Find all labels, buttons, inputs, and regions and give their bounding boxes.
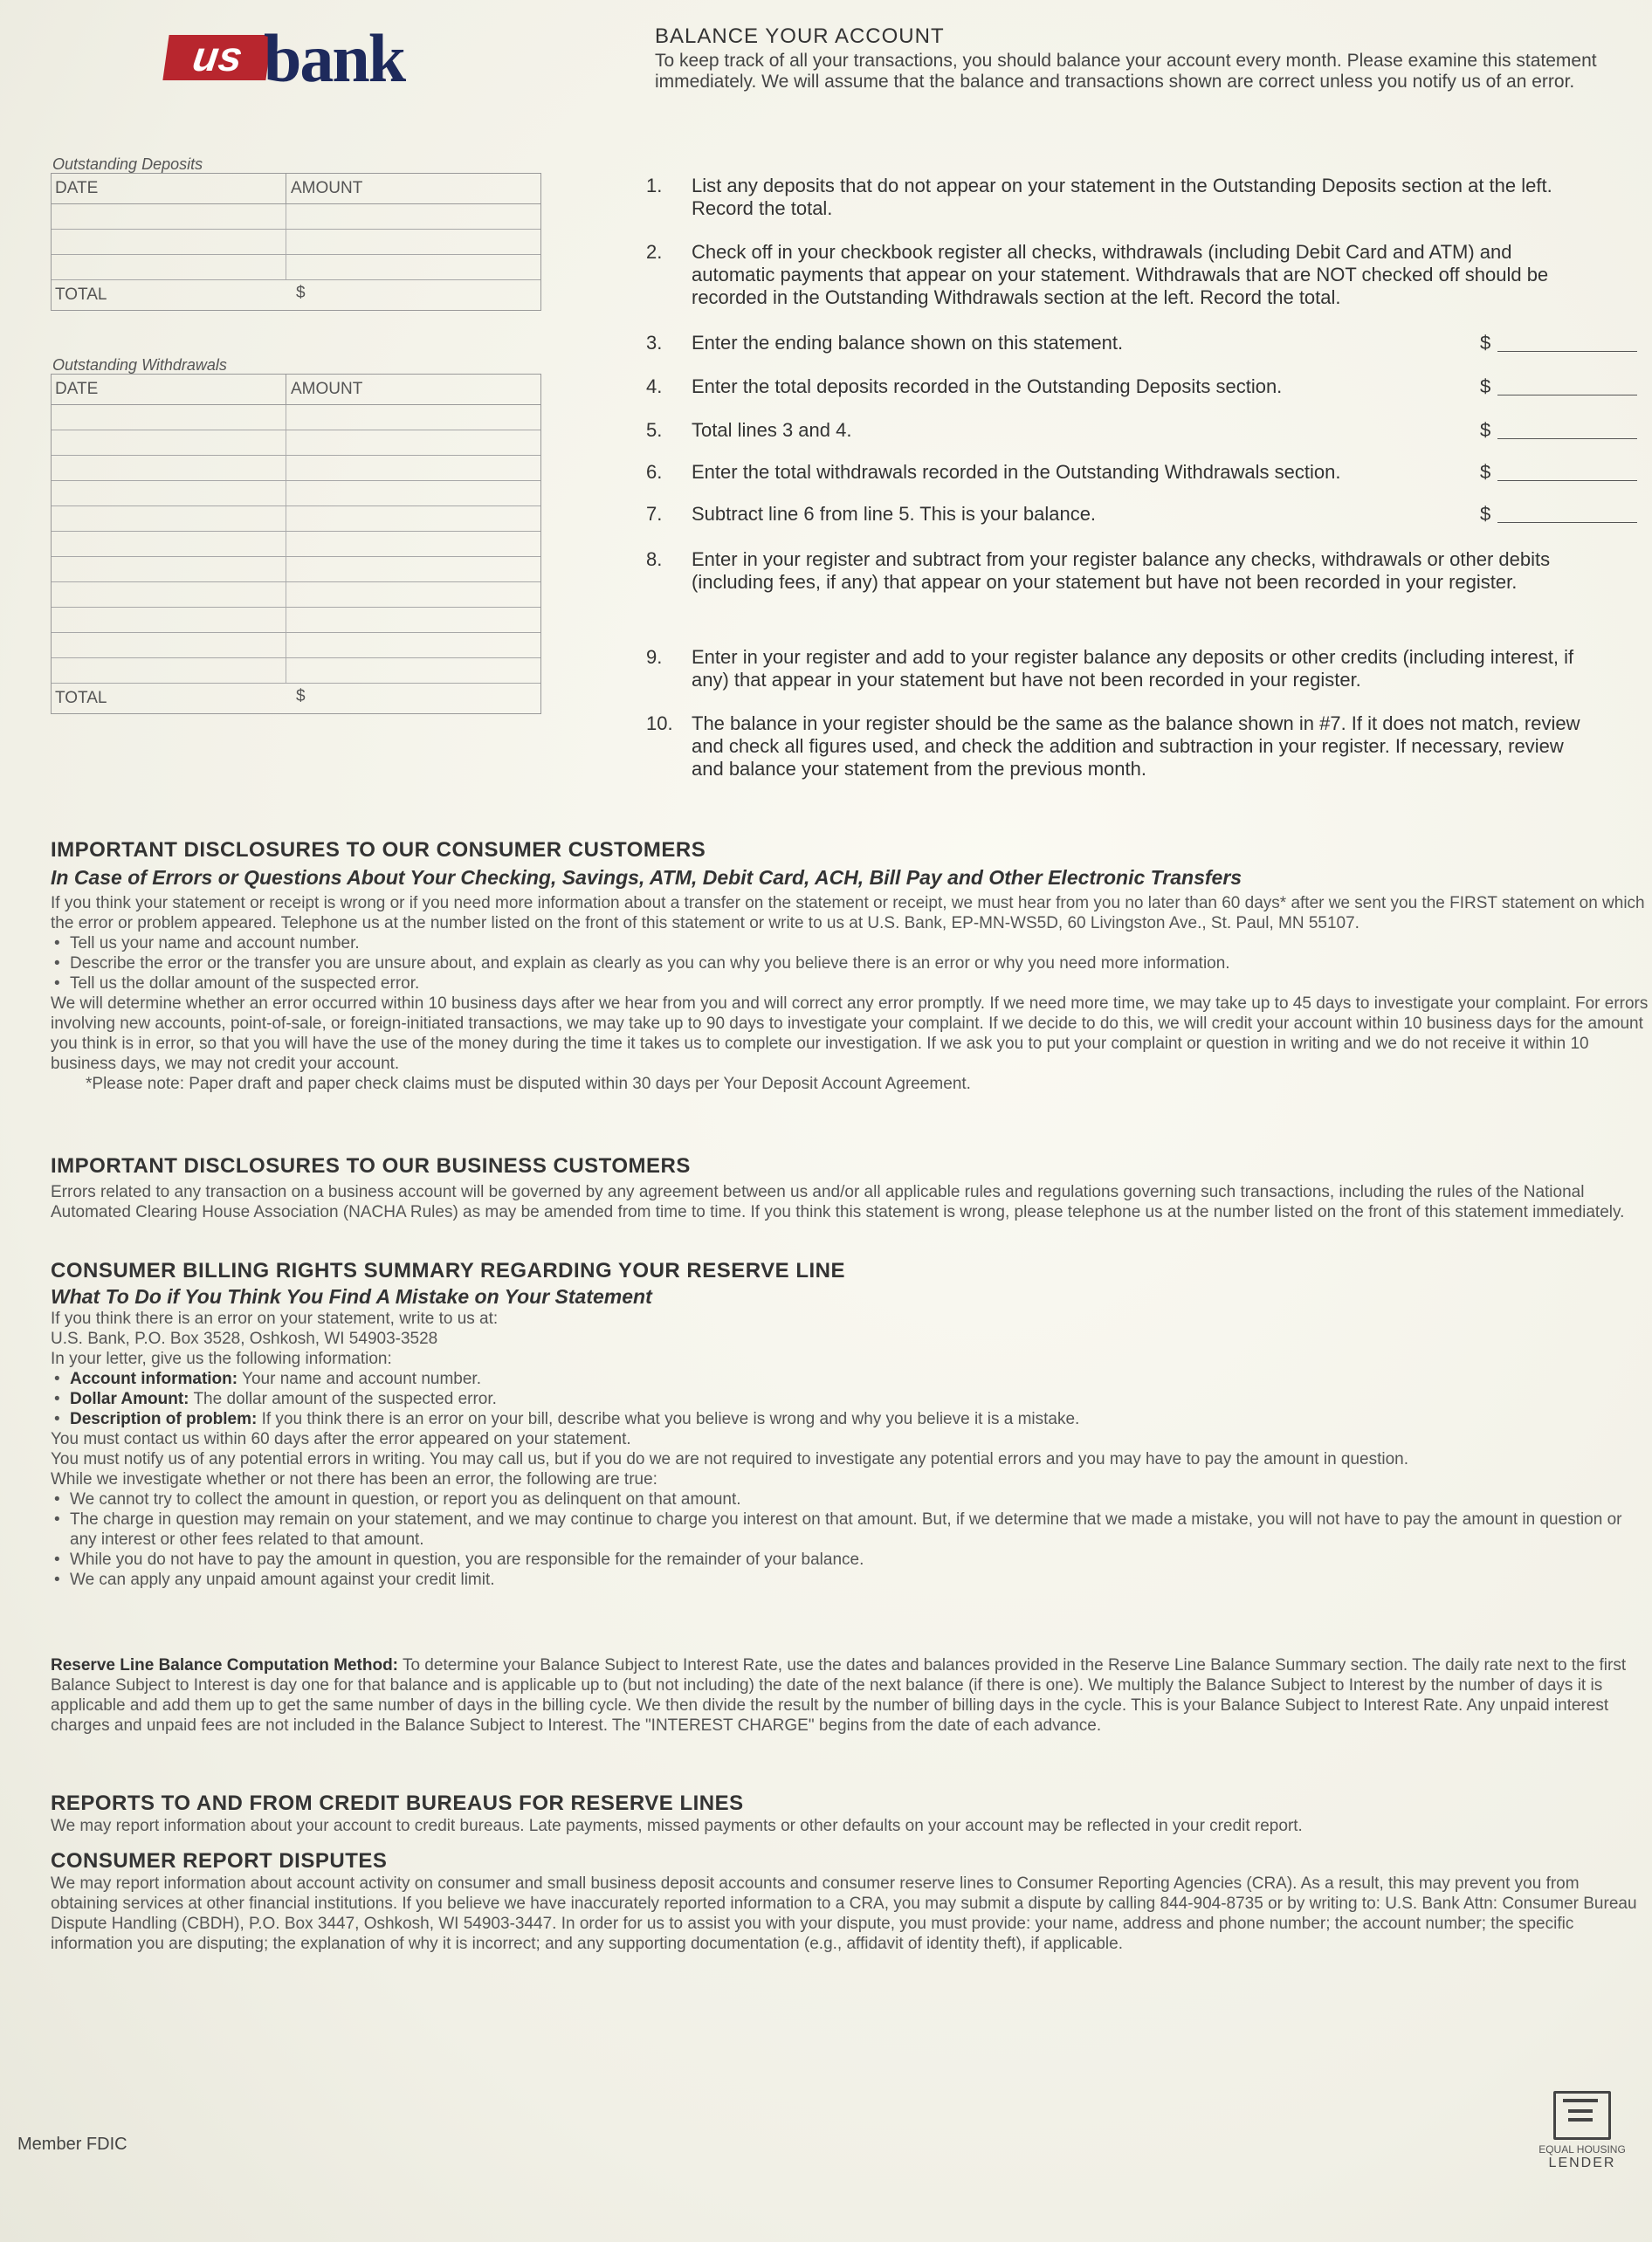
withdrawals-row[interactable] <box>52 557 540 582</box>
withdrawals-row[interactable] <box>52 456 540 481</box>
step-text: The balance in your register should be the same as the balance shown in #7. If it does not match, review and check all figures used, and check the addition and subtraction in your register. If necessary, review and balance your statement from the previous month. <box>692 712 1580 780</box>
step-number: 5. <box>646 419 663 441</box>
billing-info-bullet: • Account information: Your name and account number. <box>51 1369 1649 1389</box>
credit-bureaus <box>51 1792 1649 1836</box>
bureaus-heading: REPORTS TO AND FROM CREDIT BUREAUS FOR RESERVE LINES <box>51 1792 744 1815</box>
withdrawals-row[interactable] <box>52 430 540 456</box>
withdrawals-col-date: DATE <box>55 380 99 398</box>
consumer-para2: We will determine whether an error occurred within 10 business days after we hear from you and will correct any error promptly. If we need more time, we may take up to 45 days to investigate your complaint. For errors involving new accounts, point-of-sale, or foreign-initiated transactions, we may take up to 90 days to investigate your complaint. If we decide to do this, we will credit your account within 10 business days for the amount you think is in error, so that you will have the use of the money during the time it takes us to complete our investigation. If we ask you to put your complaint or question in writing and we do not receive it within 10 business days, we may not credit your account. <box>51 994 1649 1073</box>
billing-while-bullet: • We cannot try to collect the amount in question, or report you as delinquent on that amount. <box>51 1489 1649 1510</box>
withdrawals-total-row[interactable] <box>52 684 540 713</box>
billing-info-bullet: • Dollar Amount: The dollar amount of the suspected error. <box>51 1389 1649 1409</box>
ehl-top-text: EQUAL HOUSING <box>1538 2143 1626 2156</box>
business-heading: IMPORTANT DISCLOSURES TO OUR BUSINESS CUSTOMERS <box>51 1154 691 1178</box>
consumer-report-disputes <box>51 1849 1649 1954</box>
consumer-note: *Please note: Paper draft and paper check claims must be disputed within 30 days per Your Deposit Account Agreement. <box>86 1075 971 1093</box>
balance-intro: To keep track of all your transactions, you should balance your account every month. Please examine this statement immediately. We will assume that the balance and transactions shown are correct unless you notify us of an error. <box>655 51 1597 92</box>
billing-rights <box>51 1259 1649 1590</box>
logo-bank-text: bank <box>264 20 405 96</box>
usbank-logo <box>166 16 463 96</box>
withdrawals-title: Outstanding Withdrawals <box>52 356 227 374</box>
withdrawals-row[interactable] <box>52 608 540 633</box>
step-number: 7. <box>646 503 663 525</box>
billing-heading: CONSUMER BILLING RIGHTS SUMMARY REGARDING YOUR RESERVE LINE <box>51 1259 846 1283</box>
billing-para1: You must contact us within 60 days after the error appeared on your statement. <box>51 1430 631 1448</box>
deposits-row[interactable] <box>52 204 540 230</box>
deposits-total-symbol: $ <box>296 284 306 302</box>
consumer-bullet: • Tell us your name and account number. <box>51 933 1649 953</box>
step-number: 9. <box>646 646 663 668</box>
business-para: Errors related to any transaction on a business account will be governed by any agreement between us and/or all applicable rules and regulations governing such transactions, including the rules of the National Automated Clearing House Association (NACHA Rules) as may be amended from time to time. If you think this statement is wrong, please telephone us at the number listed on the front of this statement immediately. <box>51 1183 1625 1221</box>
deposits-total-label: TOTAL <box>55 285 107 304</box>
withdrawals-row[interactable] <box>52 633 540 658</box>
deposits-title: Outstanding Deposits <box>52 155 203 173</box>
consumer-bullet: • Describe the error or the transfer you are unsure about, and explain as clearly as you can why you believe there is an error or why you need more information. <box>51 953 1649 973</box>
withdrawals-row[interactable] <box>52 405 540 430</box>
deposits-total-row[interactable] <box>52 280 540 310</box>
member-fdic: Member FDIC <box>17 2135 127 2154</box>
reserve-computation <box>51 1655 1649 1736</box>
deposits-row[interactable] <box>52 230 540 255</box>
withdrawals-row[interactable] <box>52 481 540 506</box>
withdrawals-row[interactable] <box>52 582 540 608</box>
consumer-subheading: In Case of Errors or Questions About Your Checking, Savings, ATM, Debit Card, ACH, Bill Pay and Other Electronic Transfers <box>51 866 1242 889</box>
billing-subheading: What To Do if You Think You Find A Mistake on Your Statement <box>51 1285 652 1308</box>
withdrawals-row[interactable] <box>52 532 540 557</box>
billing-info-bullet: • Description of problem: If you think there is an error on your bill, describe what you believe is wrong and why you believe it is a mistake. <box>51 1409 1649 1429</box>
step-text: List any deposits that do not appear on your statement in the Outstanding Deposits section at the left. Record the total. <box>692 175 1552 219</box>
logo-us-shield: us <box>162 35 272 80</box>
step-number: 10. <box>646 712 673 734</box>
withdrawals-header <box>52 375 540 405</box>
step-number: 6. <box>646 461 663 483</box>
deposits-row[interactable] <box>52 255 540 280</box>
billing-address: U.S. Bank, P.O. Box 3528, Oshkosh, WI 54903-3528 <box>51 1330 438 1348</box>
ehl-bottom-text: LENDER <box>1548 2156 1616 2170</box>
step-text: Enter the ending balance shown on this statement. <box>692 332 1124 354</box>
withdrawals-row[interactable] <box>52 658 540 684</box>
withdrawals-col-amount: AMOUNT <box>291 380 363 398</box>
deposits-col-amount: AMOUNT <box>291 179 363 197</box>
consumer-bullet: • Tell us the dollar amount of the suspected error. <box>51 973 1649 994</box>
step-number: 1. <box>646 175 663 196</box>
disputes-text: We may report information about account activity on consumer and small business deposit accounts and consumer reserve lines to Consumer Reporting Agencies (CRA). As a result, this may prevent you from obtaining services at other financial institutions. If you believe we have inaccurately reported information to a CRA, you may submit a dispute by calling 844-904-8735 or by writing to: U.S. Bank Attn: Consumer Bureau Dispute Handling (CBDH), P.O. Box 3447, Oshkosh, WI 54903-3447. In order for us to assist you with your dispute, you must provide: your name, address and phone number; the account number; the specific information you are disputing; the explanation of why it is incorrect; and any supporting documentation (e.g., affidavit of identity theft), if applicable. <box>51 1874 1637 1953</box>
step-number: 8. <box>646 548 663 570</box>
billing-line3: In your letter, give us the following information: <box>51 1350 392 1368</box>
statement-back-page: us bank Outstanding Deposits DATE AMOUNT TOTAL $ Outstanding Withdrawals DATE AMOUNT TOTAL $ BALANCE YOUR ACCOUNT To keep track of all your transactions, you should balance your account every month. Please examine this statement immediately. We will assume that the balance and transactions shown are correct unless you notify us of an error. 1. List any deposits that do not appear on your statement in the Outstanding Deposits section at the left. Record the total. 2. Check off in your checkbook register all checks, withdrawals (including Debit Card and ATM) and automatic payments that appear on your statement. Withdrawals that are NOT checked off should be recorded in the Outstanding Withdrawals section at the left. Record the total. 3. Enter the ending balance shown on this statement. $ 4. Enter the total deposits recorded in the Outstanding Deposits section. $ 5. Total lines 3 and 4. $ 6. Enter the total withdrawals recorded in the Outstanding Withdrawals section. $ 7. Subtract line 6 from line 5. This is your balance. $ 8. Enter in your register and subtract from your register balance any checks, withdrawals or other debits (including fees, if any) that appear on your statement but have not been recorded in your register. 9. Enter in your register and add to your register balance any deposits or other credits (including interest, if any) that appear in your statement but have not been recorded in your register. 10. The balance in your register should be the same as the balance shown in #7. If it does not match, review and check all figures used, and check the addition and subtraction in your register. If necessary, review and balance your statement from the previous month. IMPORTANT DISCLOSURES TO OUR CONSUMER CUSTOMERS In Case of Errors or Questions About Your Checking, Savings, ATM, Debit Card, ACH, Bill Pay and Other Electronic Transfers If you think your statement or receipt is wrong or if you need more information about a transfer on the statement or receipt, we must hear from you no later than 60 days* after we sent you the FIRST statement on which the error or problem appeared. Telephone us at the number listed on the front of this statement or write to us at U.S. Bank, EP-MN-WS5D, 60 Livingston Ave., St. Paul, MN 55107. • Tell us your name and account number. • Describe the error or the transfer you are unsure about, and explain as clearly as you can why you believe there is an error or why you need more information. • Tell us the dollar amount of the suspected error. We will determine whether an error occurred within 10 business days after we hear from you and will correct any error promptly. If we need more time, we may take up to 45 days to investigate your complaint. For errors involving new accounts, point-of-sale, or foreign-initiated transactions, we may take up to 90 days to investigate your complaint. If we decide to do this, we will credit your account within 10 business days for the amount you think is in error, so that you will have the use of the money during the time it takes us to complete our investigation. If we ask you to put your complaint or question in writing and we do not receive it within 10 business days, we may not credit your account. *Please note: Paper draft and paper check claims must be disputed within 30 days per Your Deposit Account Agreement. IMPORTANT DISCLOSURES TO OUR BUSINESS CUSTOMERS Errors related to any transaction on a business account will be governed by any agreement between us and/or all applicable rules and regulations governing such transactions, including the rules of the National Automated Clearing House Association (NACHA Rules) as may be amended from time to time. If you think this statement is wrong, please telephone us at the number listed on the front of this statement immediately. CONSUMER BILLING RIGHTS SUMMARY REGARDING YOUR RESERVE LINE What To Do if You Think You Find A Mistake on Your Statement If you think there is an error on your statement, write to us at: U.S. Bank, P.O. Box 3528, Oshkosh, WI 54903-3528 In your letter, give us the following information: • Account information: Your name and account number. • Dollar Amount: The dollar amount of the suspected error. • Description of problem: If you think there is an error on your bill, describe what you believe is wrong and why you believe it is a mistake. You must contact us within 60 days after the error appeared on your statement. You must notify us of any potential errors in writing. You may call us, but if you do we are not required to investigate any potential errors and you may have to pay the amount in question. While we investigate whether or not there has been an error, the following are true: • We cannot try to collect the amount in question, or report you as delinquent on that amount. • The charge in question may remain on your statement, and we may continue to charge you interest on that amount. But, if we determine that we made a mistake, you will not have to pay the amount in question or any interest or other fees related to that amount. • While you do not have to pay the amount in question, you are responsible for the remainder of your balance. • We can apply any unpaid amount against your credit limit. Reserve Line Balance Computation Method: To determine your Balance Subject to Interest Rate, use the dates and balances provided in the Reserve Line Balance Summary section. The daily rate next to the first Balance Subject to Interest is day one for that balance and is applicable up to (but not including) the date of the next balance (if there is one). We multiply the Balance Subject to Interest by the number of days it is applicable and add them up to get the same number of days in the billing cycle. We then divide the result by the number of billing days in the cycle. This is your Balance Subject to Interest Rate. Any unpaid interest charges and unpaid fees are not included in the Balance Subject to Interest. The "INTEREST CHARGE" begins from the date of each advance. REPORTS TO AND FROM CREDIT BUREAUS FOR RESERVE LINES We may report information about your account to credit bureaus. Late payments, missed payments or other defaults on your account may be reflected in your credit report. CONSUMER REPORT DISPUTES We may report information about account activity on consumer and small business deposit accounts and consumer reserve lines to Consumer Reporting Agencies (CRA). As a result, this may prevent you from obtaining services at other financial institutions. If you believe we have inaccurately reported information to a CRA, you may submit a dispute by calling 844-904-8735 or by writing to: U.S. Bank Attn: Consumer Bureau Dispute Handling (CBDH), P.O. Box 3447, Oshkosh, WI 54903-3447. In order for us to assist you with your dispute, you must provide: your name, address and phone number; the account number; the specific information you are disputing; the explanation of why it is incorrect; and any supporting documentation (e.g., affidavit of identity theft), if applicable. Member FDIC EQUAL HOUSING LENDER <box>0 0 1652 2242</box>
billing-para2: You must notify us of any potential errors in writing. You may call us, but if you do we are not required to investigate any potential errors and you may have to pay the amount in question. <box>51 1450 1409 1468</box>
deposits-header <box>52 174 540 204</box>
deposits-table <box>51 173 541 311</box>
consumer-para1: If you think your statement or receipt is wrong or if you need more information about a transfer on the statement or receipt, we must hear from you no later than 60 days* after we sent you the FIRST statement on which the error or problem appeared. Telephone us at the number listed on the front of this statement or write to us at U.S. Bank, EP-MN-WS5D, 60 Livingston Ave., St. Paul, MN 55107. <box>51 894 1645 932</box>
consumer-disclosures <box>51 838 1649 1094</box>
withdrawals-table <box>51 374 541 714</box>
equal-housing-lender-icon <box>1538 2091 1626 2178</box>
consumer-heading: IMPORTANT DISCLOSURES TO OUR CONSUMER CUSTOMERS <box>51 838 706 862</box>
billing-while-bullet: • We can apply any unpaid amount against your credit limit. <box>51 1570 1649 1590</box>
billing-while-bullet: • While you do not have to pay the amount in question, you are responsible for the remainder of your balance. <box>51 1550 1649 1570</box>
step-text: Total lines 3 and 4. <box>692 419 852 441</box>
step-number: 3. <box>646 332 663 354</box>
billing-while-bullet: • The charge in question may remain on your statement, and we may continue to charge you interest on that amount. But, if we determine that we made a mistake, you will not have to pay the amount in question or any interest or other fees related to that amount. <box>51 1510 1649 1550</box>
disputes-heading: CONSUMER REPORT DISPUTES <box>51 1849 388 1873</box>
step-number: 2. <box>646 241 663 263</box>
step-text: Enter in your register and add to your register balance any deposits or other credits (including interest, if any) that appear in your statement but have not been recorded in your register. <box>692 646 1574 691</box>
withdrawals-total-label: TOTAL <box>55 689 107 707</box>
step-text: Check off in your checkbook register all checks, withdrawals (including Debit Card and ATM) and automatic payments that appear on your statement. Withdrawals that are NOT checked off should be recorded in the Outstanding Withdrawals section at the left. Record the total. <box>692 241 1549 308</box>
bureaus-text: We may report information about your account to credit bureaus. Late payments, missed payments or other defaults on your account may be reflected in your credit report. <box>51 1817 1303 1835</box>
reserve-label: Reserve Line Balance Computation Method: <box>51 1656 399 1675</box>
withdrawals-row[interactable] <box>52 506 540 532</box>
step-text: Subtract line 6 from line 5. This is your balance. <box>692 503 1097 525</box>
balance-title: BALANCE YOUR ACCOUNT <box>655 24 945 48</box>
step-number: 4. <box>646 375 663 397</box>
billing-line1: If you think there is an error on your statement, write to us at: <box>51 1310 499 1328</box>
step-text: Enter the total withdrawals recorded in the Outstanding Withdrawals section. <box>692 461 1341 483</box>
step-text: Enter the total deposits recorded in the Outstanding Deposits section. <box>692 375 1283 397</box>
deposits-col-date: DATE <box>55 179 99 197</box>
step-text: Enter in your register and subtract from your register balance any checks, withdrawals or other debits (including fees, if any) that appear on your statement but have not been recorded in your register. <box>692 548 1551 593</box>
business-disclosures <box>51 1154 1649 1222</box>
billing-para3: While we investigate whether or not there has been an error, the following are true: <box>51 1470 657 1489</box>
withdrawals-total-symbol: $ <box>296 687 306 705</box>
reserve-text: To determine your Balance Subject to Interest Rate, use the dates and balances provided in the Reserve Line Balance Summary section. The daily rate next to the first Balance Subject to Interest is day one for that balance and is applicable up to (but not including) the date of the next balance (if there is one). We multiply the Balance Subject to Interest by the number of days it is applicable and add them up to get the same number of days in the billing cycle. We then divide the result by the number of billing days in the cycle. This is your Balance Subject to Interest Rate. Any unpaid interest charges and unpaid fees are not included in the Balance Subject to Interest. The "INTEREST CHARGE" begins from the date of each advance. <box>51 1656 1627 1735</box>
